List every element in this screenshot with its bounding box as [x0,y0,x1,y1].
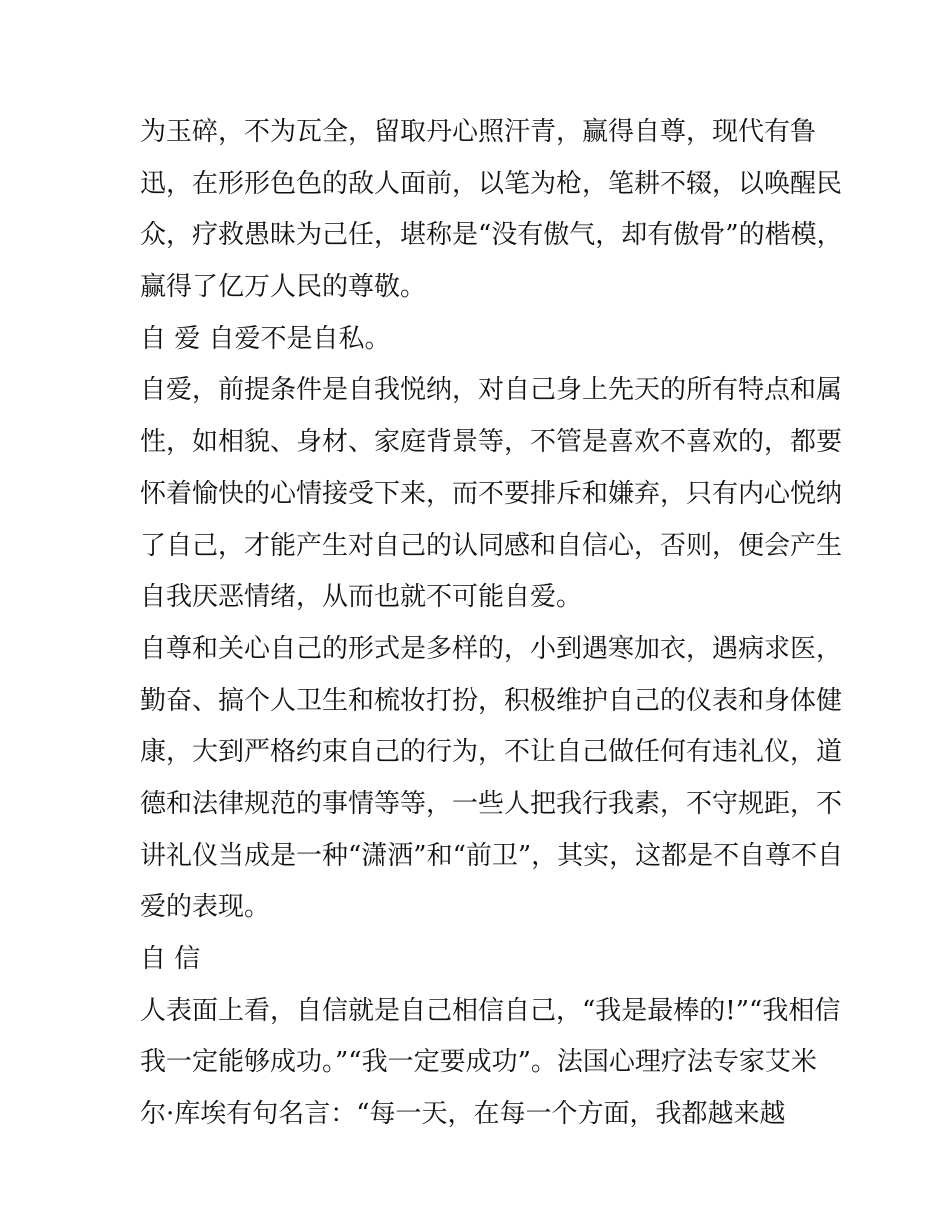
text-line: 德和法律规范的事情等等，一些人把我行我素，不守规距，不 [140,788,843,819]
paragraph-end-line: 自我厌恶情绪，从而也就不可能自爱。 [140,582,583,613]
text-line: 自尊和关心自己的形式是多样的，小到遇寒加衣，遇病求医， [140,633,843,664]
text-line: 勤奋、搞个人卫生和梳妆打扮，积极维护自己的仪表和身体健 [140,685,843,716]
paragraph-end-line: 爱的表现。 [140,892,271,923]
document-body [140,107,844,1141]
text-line: 众，疗救愚昧为己任，堪称是“没有傲气，却有傲骨”的楷模， [140,220,843,251]
paragraph-end-line: 赢得了亿万人民的尊敬。 [140,272,427,303]
text-line: 康，大到严格约束自己的行为，不让自己做任何有违礼仪，道 [140,737,843,768]
text-line: 人表面上看，自信就是自己相信自己，“我是最棒的!”“我相信 [140,995,841,1026]
text-line: 了自己，才能产生对自己的认同感和自信心，否则，便会产生 [140,530,843,561]
text-line: 我一定能够成功。”“我一定要成功”。法国心理疗法专家艾米 [140,1047,817,1078]
section-heading-self-love: 自 爱 自爱不是自私。 [140,323,391,354]
text-line: 迅，在形形色色的敌人面前，以笔为枪，笔耕不辍，以唤醒民 [140,168,843,199]
text-line: 讲礼仪当成是一种“潇洒”和“前卫”，其实，这都是不自尊不自 [140,840,844,871]
section-heading-self-confidence: 自 信 [140,944,201,974]
text-line: 尔·库埃有句名言：“每一天，在每一个方面，我都越来越 [140,1099,786,1130]
text-line: 性，如相貌、身材、家庭背景等，不管是喜欢不喜欢的，都要 [140,427,843,458]
text-line: 怀着愉快的心情接受下来，而不要排斥和嫌弃，只有内心悦纳 [140,478,843,509]
text-line: 自爱，前提条件是自我悦纳，对自己身上先天的所有特点和属 [140,375,843,406]
text-line: 为玉碎，不为瓦全，留取丹心照汗青，赢得自尊，现代有鲁 [140,117,817,147]
